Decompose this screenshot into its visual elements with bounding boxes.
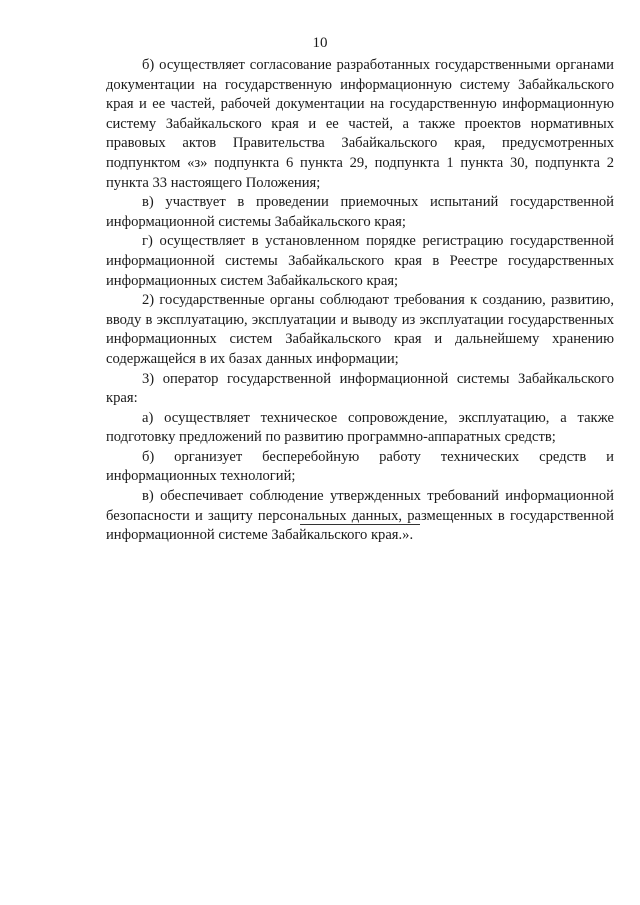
paragraph-v-acceptance-tests: в) участвует в проведении приемочных испытаний государственной информационной системы Забайкальского края; <box>106 194 614 230</box>
paragraph-g-registration: г) осуществляет в установленном порядке регистрацию государственной информационной системы Забайкальского края в Реестре государственных информационных систем Забайкальского края; <box>106 233 614 289</box>
paragraph-b-coordination: б) осуществляет согласование разработанных государственными органами документации на государственную информационную систему Забайкальского края и ее частей, рабочей документации на государственную информационную систему Забайкальского края и ее частей, а также проектов нормативных правовых актов Правительства Забайкальского края, предусмотренных подпунктом «з» подпункта 6 пункта 29, подпункта 1 пункта 30, подпункта 2 пункта 33 настоящего Положения; <box>106 57 614 191</box>
paragraph-3-operator: 3) оператор государственной информационной системы Забайкальского края: <box>106 370 614 407</box>
paragraph-a-support: а) осуществляет техническое сопровождение, эксплуатацию, а также подготовку предложений по развитию программно-аппаратных средств; <box>106 409 614 446</box>
paragraph-v-security: в) обеспечивает соблюдение утвержденных требований информационной безопасности и защиту персональных данных, размещенных в государственной информационной системе Забайкальского края.». <box>106 488 614 544</box>
page-number: 10 <box>312 35 328 51</box>
document-body <box>106 56 614 546</box>
paragraph-2-state-bodies: 2) государственные органы соблюдают требования к созданию, развитию, вводу в эксплуатацию, эксплуатации и выводу из эксплуатации государственных информационных систем Забайкальского края и дальнейшему хранению содержащейся в их базах данных информации; <box>106 292 614 367</box>
paragraph-b-uninterrupted-operation: б) организует бесперебойную работу технических средств и информационных технологий; <box>106 448 614 485</box>
closing-divider <box>300 524 420 525</box>
